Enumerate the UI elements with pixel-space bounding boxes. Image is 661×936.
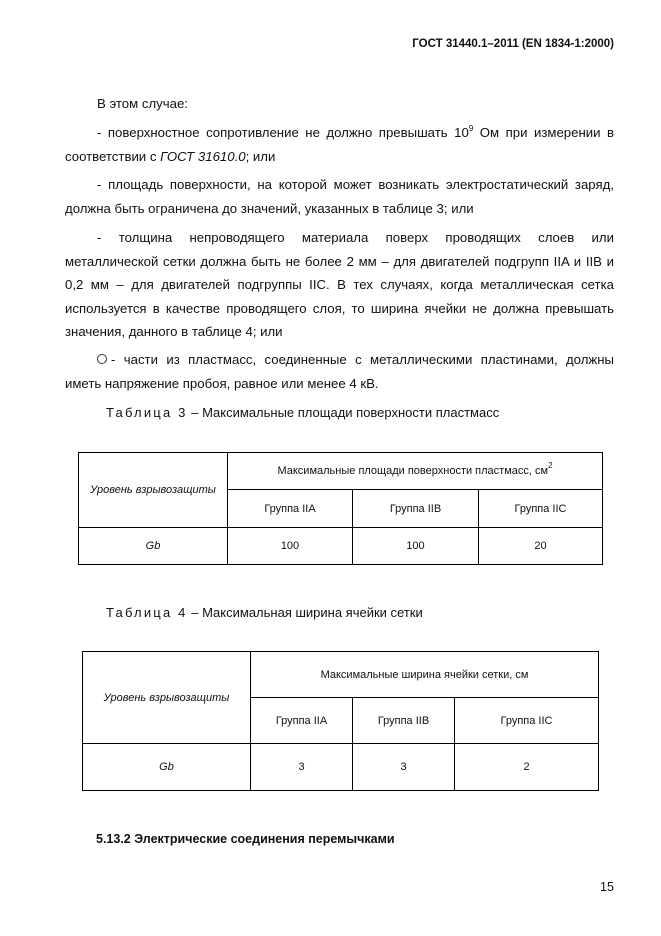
- intro-paragraph: В этом случае:: [97, 96, 188, 111]
- p1-text-a: - поверхностное сопротивление не должно превышать 10: [97, 125, 469, 140]
- document-header: ГОСТ 31440.1–2011 (EN 1834-1:2000): [412, 38, 614, 50]
- table4-row-header: Уровень взрывозащиты: [83, 652, 251, 744]
- table4-caption: [106, 605, 423, 620]
- table3-cell: 100: [228, 528, 353, 565]
- table4-col-header: Группа IIC: [455, 698, 599, 744]
- table3-group-header-text: Максимальные площади поверхности пластмасс, см: [277, 465, 549, 477]
- table4-cell: 3: [353, 744, 455, 791]
- paragraph-surface-resistance: [65, 121, 614, 168]
- circle-bullet-icon: [97, 354, 107, 364]
- paragraph-plastic-parts: [65, 348, 614, 395]
- page-number: 15: [600, 880, 614, 894]
- table3-cell: 100: [353, 528, 479, 565]
- table3-caption-text: – Максимальные площади поверхности пластмасс: [187, 405, 500, 420]
- p4-text: - части из пластмасс, соединенные с металлическими пластинами, должны иметь напряжение пробоя, равное или менее 4 кВ.: [65, 352, 614, 391]
- table3-group-header-sup: 2: [548, 461, 553, 470]
- table3-cell: 20: [479, 528, 603, 565]
- paragraph-surface-area: - площадь поверхности, на которой может возникать электростатический заряд, должна быть ограничена до значений, указанных в таблице 3; или: [65, 177, 614, 216]
- table3-col-header: Группа IIB: [353, 490, 479, 528]
- table4-col-header: Группа IIB: [353, 698, 455, 744]
- p1-standard-ref: ГОСТ 31610.0: [160, 148, 246, 164]
- table4-group-header: Максимальные ширина ячейки сетки, см: [251, 652, 599, 698]
- table4-caption-label: Таблица 4: [106, 605, 188, 620]
- table4-col-header: Группа IIA: [251, 698, 353, 744]
- table3-row-header: Уровень взрывозащиты: [79, 453, 228, 528]
- table4: [82, 651, 599, 791]
- table4-row-label: Gb: [83, 744, 251, 791]
- p1-text-c: ; или: [245, 148, 276, 164]
- table3-caption: [106, 405, 499, 420]
- table3-col-header: Группа IIA: [228, 490, 353, 528]
- paragraph-thickness: - толщина непроводящего материала поверх проводящих слоев или металлической сетки должна быть не более 2 мм – для двигателей подгрупп IIA и IIB и 0,2 мм – для двигателей подгруппы IIC. В тех случаях, когда металлическая сетка используется в качестве проводящего слоя, то ширина ячейки не должна превышать значения, данного в таблице 4; или: [65, 230, 614, 340]
- table3-group-header: [228, 453, 603, 490]
- table4-cell: 3: [251, 744, 353, 791]
- section-heading: 5.13.2 Электрические соединения перемычками: [96, 832, 395, 846]
- table3-caption-label: Таблица 3: [106, 405, 188, 420]
- table3-col-header: Группа IIC: [479, 490, 603, 528]
- table3-row-label: Gb: [79, 528, 228, 565]
- p1-text-b: Ом при измерении в соответствии с: [65, 125, 615, 164]
- table3: [78, 452, 603, 565]
- table4-caption-text: – Максимальная ширина ячейки сетки: [187, 605, 423, 620]
- table4-cell: 2: [455, 744, 599, 791]
- p1-exponent: 9: [468, 124, 474, 133]
